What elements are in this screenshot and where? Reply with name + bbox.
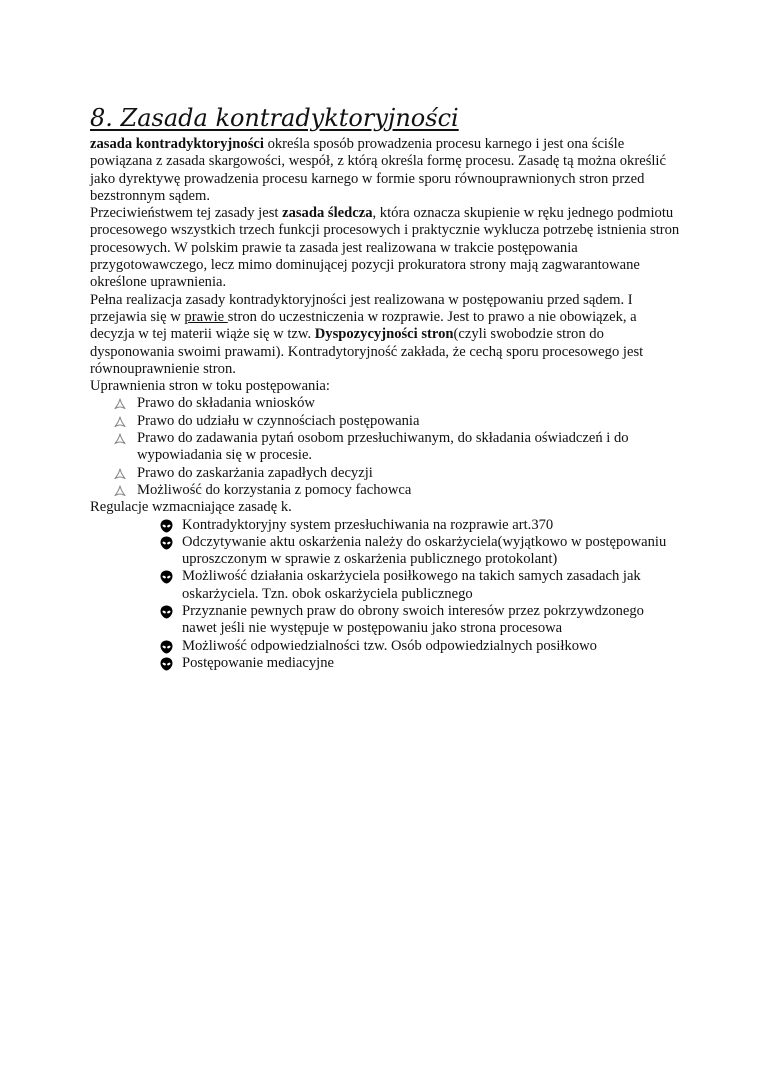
alien-head-icon <box>160 570 173 584</box>
underlined-word-prawie: prawie <box>184 308 228 325</box>
list-regulations <box>90 517 680 673</box>
triangle-swirl-icon <box>114 433 126 445</box>
paragraph-inquisitorial <box>90 205 680 291</box>
alien-head-icon <box>160 640 173 654</box>
alien-head-icon <box>160 657 173 671</box>
triangle-swirl-icon <box>114 468 126 480</box>
paragraph-definition-text: określa sposób prowadzenia procesu karnego i jest ona ściśle powiązana z zasada skargowości, wespół, z którą określa formę procesu. Zasadę tą można określić jako dyrektywę prowadzenia procesu karnego w formie sporu równouprawnionych stron przed bezstronnym sądem. <box>90 136 666 204</box>
paragraph-inquisitorial-end: , która oznacza skupienie w ręku jednego podmiotu procesowego wszystkich trzech funkcji procesowych i praktycznie wyklucza potrzebę istnienia stron procesowych. W polskim prawie ta zasada jest realizowana w trakcie postępowania przygotowawczego, lecz mimo dominującej pozycji prokuratora strony mają zagwarantowane określone uprawnienia. <box>90 205 680 291</box>
list-item: Możliwość do korzystania z pomocy fachowca <box>90 482 680 499</box>
list-item: Możliwość odpowiedzialności tzw. Osób odpowiedzialnych posiłkowo <box>90 638 680 655</box>
alien-head-icon <box>160 605 173 619</box>
paragraph-realization-end: (czyli swobodzie stron do dysponowania swoimi prawami). Kontradytoryjność zakłada, że cechą sporu procesowego jest równouprawnienie stron. <box>90 326 644 377</box>
document-body <box>90 104 680 672</box>
list-rights-intro: Uprawnienia stron w toku postępowania: <box>90 378 330 395</box>
paragraph-inquisitorial-start: Przeciwieństwem tej zasady jest <box>90 205 283 222</box>
list-item: Prawo do zadawania pytań osobom przesłuchiwanym, do składania oświadczeń i do wypowiadania się w procesie. <box>90 430 680 465</box>
list-item: Postępowanie mediacyjne <box>90 655 680 672</box>
list-item: Prawo do zaskarżania zapadłych decyzji <box>90 465 680 482</box>
term-sledcza: zasada śledcza <box>282 205 373 222</box>
paragraph-definition <box>90 136 680 205</box>
triangle-swirl-icon <box>114 416 126 428</box>
list-item: Prawo do składania wniosków <box>90 395 680 412</box>
triangle-swirl-icon <box>114 485 126 497</box>
alien-head-icon <box>160 519 173 533</box>
list-item: Kontradyktoryjny system przesłuchiwania na rozprawie art.370 <box>90 517 680 534</box>
list-regulations-intro: Regulacje wzmacniające zasadę k. <box>90 499 292 516</box>
paragraph-realization <box>90 292 680 378</box>
list-item: Prawo do udziału w czynnościach postępowania <box>90 413 680 430</box>
alien-head-icon <box>160 536 173 550</box>
paragraph-realization-start: Pełna realizacja zasady kontradyktoryjności jest realizowana w postępowaniu przed sądem. I przejawia się w <box>90 291 633 325</box>
list-item: Odczytywanie aktu oskarżenia należy do oskarżyciela(wyjątkowo w postępowaniu uproszczonym w sprawie z oskarżenia publicznego protokolant) <box>90 534 680 569</box>
triangle-swirl-icon <box>114 398 126 410</box>
term-kontradyktoryjnosci: zasada kontradyktoryjności <box>90 136 264 152</box>
list-rights <box>90 395 680 499</box>
section-heading: 8. Zasada kontradyktoryjności <box>90 104 459 132</box>
paragraph-realization-middle: stron do uczestniczenia w rozprawie. Jest to prawo a nie obowiązek, a decyzja w tej materii wiąże się w tzw. <box>90 308 637 343</box>
term-dyspozycyjnosci: Dyspozycyjności stron <box>314 326 454 343</box>
list-item: Przyznanie pewnych praw do obrony swoich interesów przez pokrzywdzonego nawet jeśli nie występuje w postępowaniu jako strona procesowa <box>90 603 680 638</box>
list-item: Możliwość działania oskarżyciela posiłkowego na takich samych zasadach jak oskarżyciela. Tzn. obok oskarżyciela publicznego <box>90 568 680 603</box>
